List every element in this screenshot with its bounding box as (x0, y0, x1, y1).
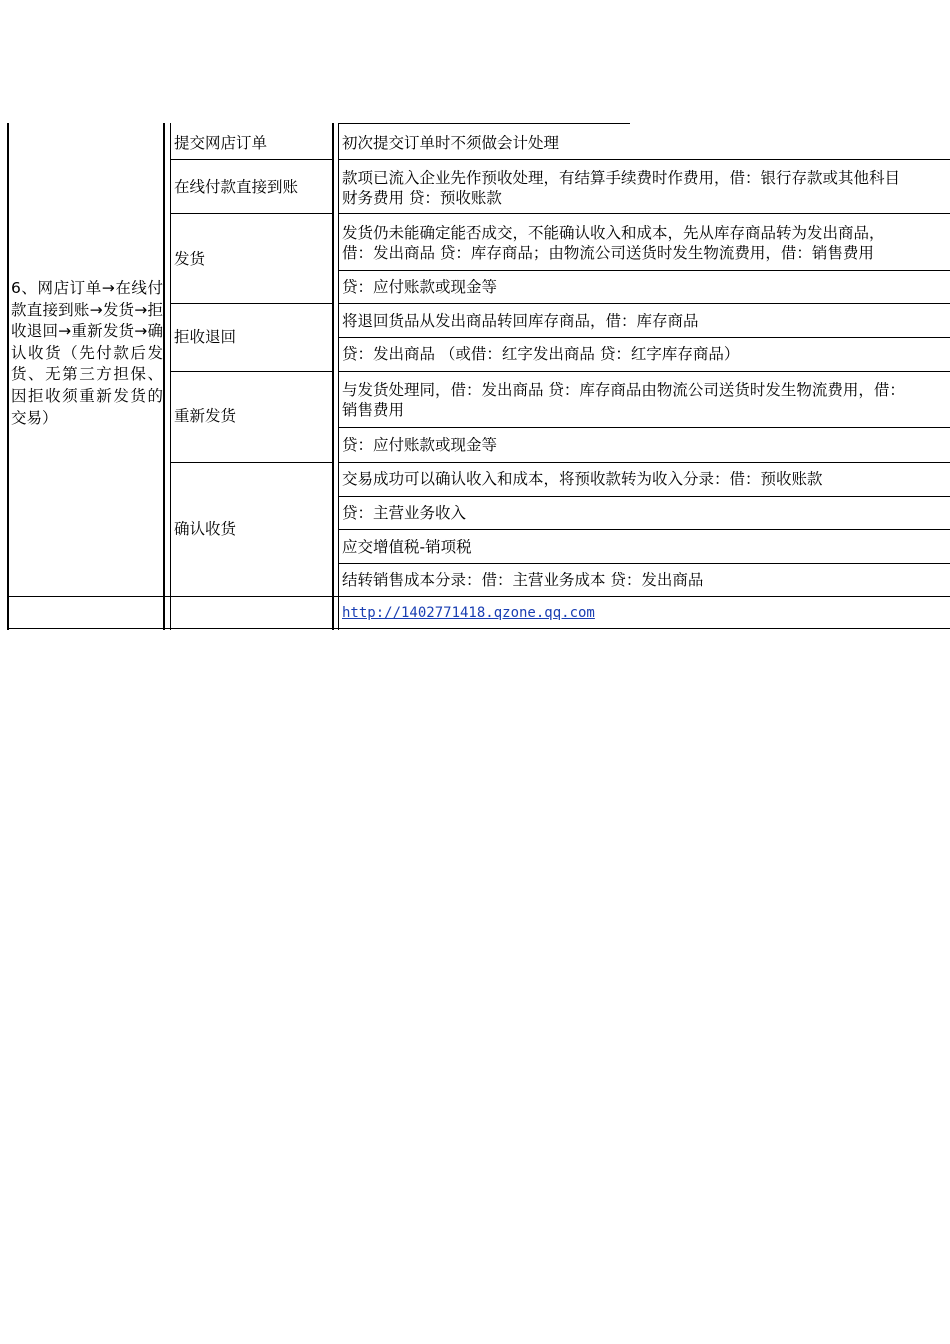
entry-text: 款项已流入企业先作预收处理，有结算手续费时作费用，借：银行存款或其他科目 (342, 169, 901, 187)
grid-line (171, 213, 333, 214)
grid-line (339, 529, 950, 530)
entry-text: 初次提交订单时不须做会计处理 (342, 134, 560, 152)
grid-line (171, 303, 333, 304)
grid-line (332, 123, 334, 630)
grid-line (339, 462, 950, 463)
grid-line (339, 371, 950, 372)
grid-line (339, 427, 950, 428)
grid-line (8, 628, 950, 629)
grid-line (8, 596, 950, 597)
step-reject-return: 拒收退回 (174, 328, 237, 346)
grid-line (171, 462, 333, 463)
grid-line (7, 123, 9, 630)
entry-text: 应交增值税-销项税 (342, 538, 472, 556)
entry-text: 借：发出商品 贷：库存商品；由物流公司送货时发生物流费用，借：销售费用 (342, 244, 874, 262)
grid-line (171, 159, 333, 160)
grid-line (338, 123, 339, 630)
grid-line (339, 337, 950, 338)
step-submit-order: 提交网店订单 (174, 134, 268, 152)
entry-text: 与发货处理同，借：发出商品 贷：库存商品由物流公司送货时发生物流费用，借： (342, 381, 905, 399)
grid-line (163, 123, 165, 630)
accounting-table (0, 0, 950, 640)
entry-text: 贷：主营业务收入 (342, 504, 467, 522)
entry-text: 销售费用 (342, 401, 405, 419)
grid-line (339, 213, 950, 214)
grid-line (170, 123, 171, 630)
step-confirm-receipt: 确认收货 (174, 520, 237, 538)
transaction-description: 6、网店订单→在线付款直接到账→发货→拒收退回→重新发货→确认收货（先付款后发货、无第三方担保、因拒收须重新发货的交易） (11, 279, 163, 427)
entry-text: 贷：应付账款或现金等 (342, 278, 498, 296)
grid-line (339, 159, 950, 160)
step-reship: 重新发货 (174, 407, 237, 425)
grid-line (339, 270, 950, 271)
entry-text: 将退回货品从发出商品转回库存商品，借：库存商品 (342, 312, 699, 330)
entry-text: 交易成功可以确认收入和成本，将预收款转为收入分录：借：预收账款 (342, 470, 823, 488)
qzone-link[interactable]: http://1402771418.qzone.qq.com (342, 605, 595, 621)
grid-line (171, 371, 333, 372)
grid-line (339, 123, 630, 124)
grid-line (339, 563, 950, 564)
entry-text: 贷：应付账款或现金等 (342, 436, 498, 454)
grid-line (339, 303, 950, 304)
entry-text: 财务费用 贷：预收账款 (342, 189, 502, 207)
entry-text: 贷：发出商品 （或借：红字发出商品 贷：红字库存商品） (342, 345, 740, 363)
step-online-payment: 在线付款直接到账 (174, 178, 299, 196)
step-ship: 发货 (174, 250, 206, 268)
entry-text: 发货仍未能确定能否成交，不能确认收入和成本，先从库存商品转为发出商品， (342, 224, 885, 242)
grid-line (339, 496, 950, 497)
entry-text: 结转销售成本分录：借：主营业务成本 贷：发出商品 (342, 571, 704, 589)
